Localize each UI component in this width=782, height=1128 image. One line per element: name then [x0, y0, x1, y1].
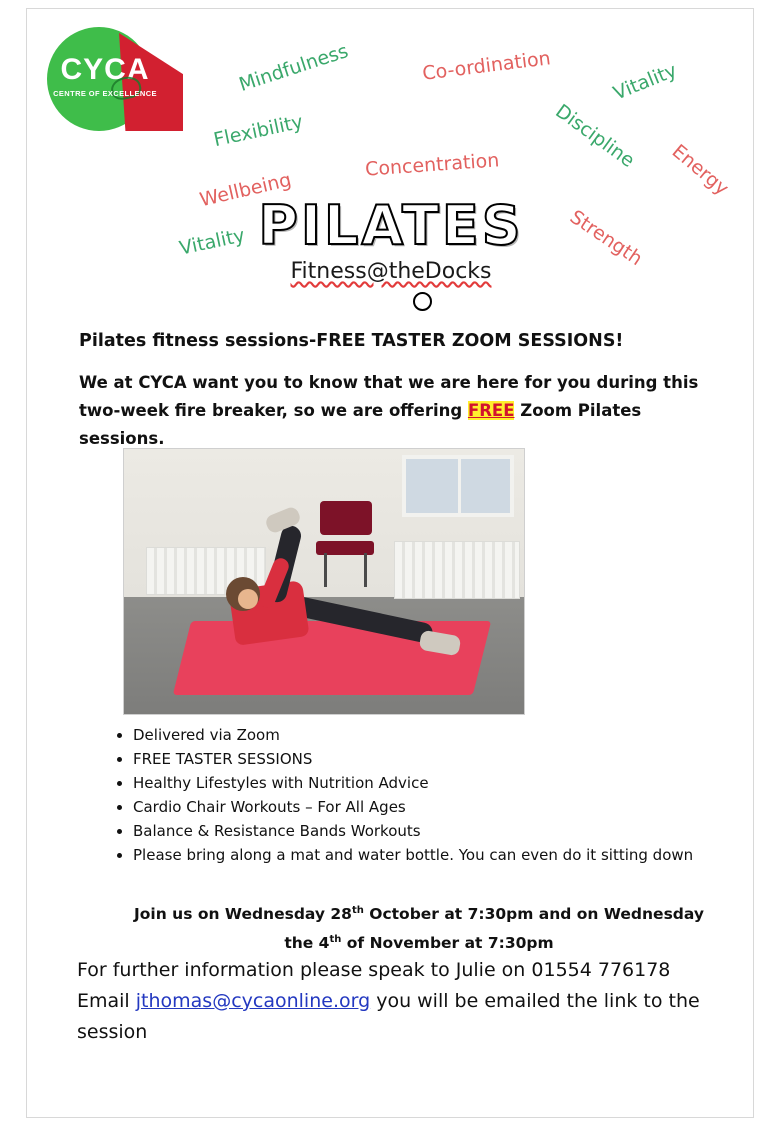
cloud-word: Concentration: [364, 149, 501, 181]
list-item: • Balance & Resistance Bands Workouts: [133, 823, 705, 840]
cloud-word: Flexibility: [211, 110, 305, 152]
features-list: [105, 727, 705, 871]
list-item: • Delivered via Zoom: [133, 727, 705, 744]
cloud-word: Wellbeing: [197, 168, 294, 212]
contact-email-link[interactable]: jthomas@cycaonline.org: [135, 990, 371, 1012]
flyer-page: [26, 8, 754, 1118]
contact-email-prefix: Email: [77, 990, 136, 1012]
photo-chair: [314, 501, 376, 587]
cloud-word: Discipline: [551, 100, 639, 172]
logo-tagline: CENTRE OF EXCELLENCE: [53, 89, 157, 98]
contact-session-line: session: [77, 1021, 148, 1043]
cloud-word: Mindfulness: [236, 40, 351, 96]
photo-chair-leg: [324, 553, 327, 587]
contact-phone-line: For further information please speak to Julie on 01554 776178: [77, 959, 671, 981]
list-item: • Please bring along a mat and water bottle. You can even do it sitting down: [133, 847, 705, 864]
cloud-word: Strength: [565, 205, 647, 271]
photo-window: [402, 455, 514, 517]
free-highlight: FREE: [467, 401, 515, 420]
list-item: • Healthy Lifestyles with Nutrition Advice: [133, 775, 705, 792]
photo-person-face: [238, 589, 258, 609]
intro-paragraph: [79, 369, 711, 453]
cloud-word: Vitality: [177, 224, 247, 260]
session-times-line1b: October at 7:30pm and on Wednesday the 4: [284, 905, 704, 953]
list-item: • FREE TASTER SESSIONS: [133, 751, 705, 768]
list-item: • Cardio Chair Workouts – For All Ages: [133, 799, 705, 816]
page-title: PILATES: [258, 194, 524, 257]
decorative-circle-icon: [413, 292, 432, 311]
intro-text-after: Zoom Pilates sessions.: [79, 401, 642, 448]
features-list-items: [105, 727, 705, 864]
session-times-line2: November at 7:30pm: [369, 934, 554, 953]
contact-email-suffix: you will be emailed the link to the: [370, 990, 700, 1012]
contact-email-line: [77, 986, 717, 1017]
lead-heading: Pilates fitness sessions-FREE TASTER ZOOM SESSIONS!: [79, 331, 624, 351]
session-times-sup2: th: [329, 934, 342, 946]
contact-block: [77, 955, 717, 1048]
session-times-line1a: Join us on Wednesday 28: [134, 905, 352, 924]
cloud-word: Co-ordination: [421, 47, 552, 85]
photo-chair-back: [320, 501, 372, 535]
photo-exercise-mat: [173, 621, 491, 695]
logo-wordmark: CYCA: [60, 53, 150, 86]
cloud-word: Vitality: [610, 59, 680, 105]
cyca-logo: [47, 27, 183, 131]
cloud-word: Energy: [667, 140, 733, 200]
intro-text-before: We at CYCA want you to know that we are here for you during this two-week fire breaker, so we are offering: [79, 373, 699, 420]
session-times-sup1: th: [351, 905, 364, 916]
page-subtitle: Fitness@theDocks: [290, 259, 492, 284]
session-times-line1c: of: [341, 934, 365, 953]
pilates-photo: [123, 448, 525, 715]
photo-radiator-right: [394, 541, 520, 599]
photo-chair-leg: [364, 553, 367, 587]
session-times: [119, 898, 719, 956]
